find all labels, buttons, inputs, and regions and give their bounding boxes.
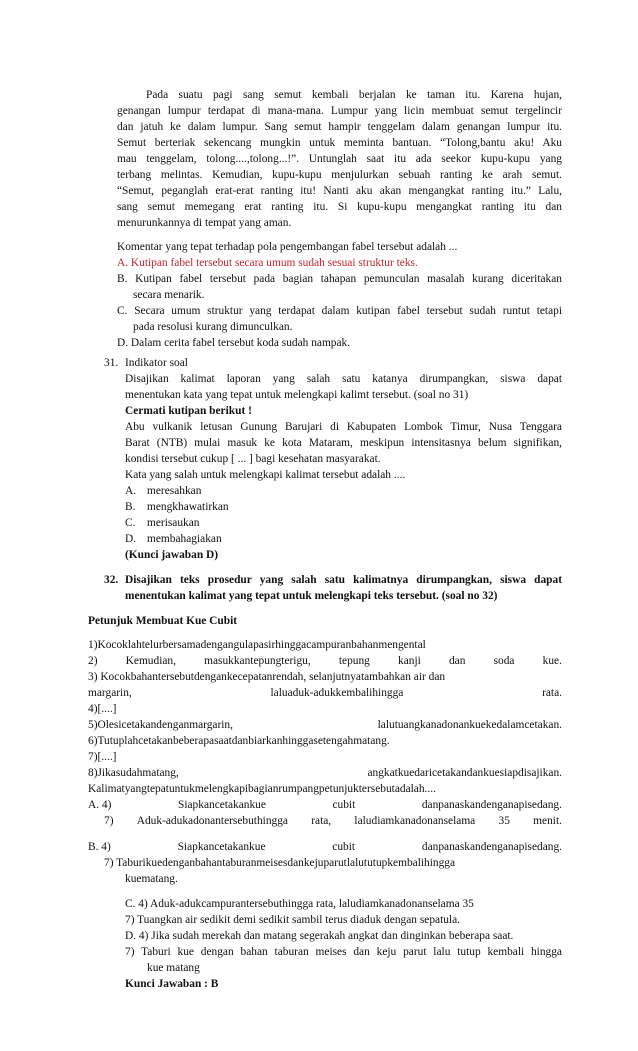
recipe-step — [88, 654, 562, 670]
word: lalutuangkanadonankuekedalamcetakan. — [377, 719, 562, 731]
story-line: mau tenggelam, tolong....,tolong...!”. Untunglah saat itu ada seekor kupu-kupu yang — [117, 153, 562, 165]
option-c-cont: 7) Tuangkan air sedikit demi sedikit sambil terus diaduk dengan sepatula. — [125, 914, 461, 926]
story-line: genangan lumpur terdapat di mana-mana. Lumpur yang licin membuat semut tergelincir — [117, 105, 562, 117]
option-d-cont: 7) Taburi kue dengan bahan taburan meises dan keju parut lalu tutup kembali hingga — [125, 946, 562, 958]
word: Kemudian, — [125, 655, 176, 667]
recipe-step: 3) Kocokbahantersebutdengankecepatanrendah, selanjutnyatambahkan air dan — [88, 671, 446, 683]
word: Siapkancetakankue — [177, 841, 266, 853]
option-letter: B. — [125, 501, 136, 513]
word: cubit — [332, 841, 356, 853]
word: masukkantepungterigu, — [204, 655, 311, 667]
passage-line: Barat (NTB) mulai masuk ke kota Mataram, meskipun intensitasnya belum signifikan, — [125, 437, 562, 449]
recipe-step: 1)Kocoklahtelurbersamadengangulapasirhinggacampuranbahanmengental — [88, 639, 426, 651]
option-a — [88, 798, 562, 814]
question-prompt: Kata yang salah untuk melengkapi kalimat tersebut adalah .... — [125, 469, 406, 481]
option-a-cont — [104, 814, 562, 830]
word: B. 4) — [88, 841, 111, 853]
story-line: terbang melintas. Kemudian, kupu-kupu menjulurkan sebuah ranting ke arah semut. — [117, 169, 562, 181]
option-b-cont: kuematang. — [125, 873, 178, 885]
word: danpanaskandenganapisedang. — [421, 841, 562, 853]
recipe-step — [88, 686, 562, 702]
word: rata. — [542, 687, 562, 699]
word: tepung — [338, 655, 370, 667]
option-a: meresahkan — [147, 485, 202, 497]
word: kue. — [542, 655, 562, 667]
option-letter: D. — [125, 533, 137, 545]
recipe-step — [88, 718, 562, 734]
option-c: merisaukan — [147, 517, 200, 529]
indicator-desc: Disajikan teks prosedur yang salah satu kalimatnya dirumpangkan, siswa dapat — [125, 574, 562, 586]
word: Aduk-adukadonantersebuthingga — [136, 815, 288, 827]
word: laludiamkanadonanselama — [354, 815, 476, 827]
option-d: membahagiakan — [147, 533, 222, 545]
indicator-desc: Disajikan kalimat laporan yang salah satu katanya dirumpangkan, siswa dapat — [125, 373, 562, 385]
instruction: Cermati kutipan berikut ! — [125, 405, 252, 417]
word: 5)Olesicetakandenganmargarin, — [88, 719, 233, 731]
word: 35 — [498, 815, 510, 827]
option-b-cont: 7) Taburikuedenganbahantaburanmeisesdankejuparutlalututupkembalihingga — [104, 857, 456, 869]
word: 8)Jikasudahmatang, — [88, 767, 179, 779]
story-line: Semut berteriak sekencang mungkin untuk meminta bantuan. “Tolong,bantu aku! Aku — [117, 137, 562, 149]
story-line: sang semut memegang erat ranting itu. Si kupu-kupu mengangkat ranting itu dan — [117, 201, 562, 213]
option-d: D. Dalam cerita fabel tersebut koda sudah nampak. — [117, 337, 351, 349]
recipe-question: Kalimatyangtepatuntukmelengkapibagianrumpangpetunjuktersebutadalah.... — [88, 783, 436, 795]
recipe-title: Petunjuk Membuat Kue Cubit — [88, 615, 238, 627]
indicator-label: Indikator soal — [125, 357, 188, 369]
word: Siapkancetakankue — [178, 799, 266, 811]
passage-line: Abu vulkanik letusan Gunung Barujari di Kabupaten Lombok Timur, Nusa Tenggara — [125, 421, 562, 433]
word: menit. — [533, 815, 562, 827]
word: A. 4) — [88, 799, 112, 811]
story-line: dan jatuh ke dalam lumpur. Sang semut hampir tenggelam dalam genangan lumpur itu. — [117, 121, 562, 133]
option-d-cont: kue matang — [147, 962, 200, 974]
word: danpanaskandenganapisedang. — [421, 799, 562, 811]
indicator-desc: menentukan kata yang tepat untuk melengkapi kalimt tersebut. (soal no 31) — [125, 389, 469, 401]
recipe-step: 7)[....] — [88, 751, 117, 763]
recipe-step: 6)Tutuplahcetakanbeberapasaatdanbiarkanhinggasetengahmatang. — [88, 735, 390, 747]
option-b: B. Kutipan fabel tersebut pada bagian tahapan pemunculan masalah kurang diceritakan — [117, 273, 562, 285]
answer-key: Kunci Jawaban : B — [125, 978, 219, 990]
question-number: 31. — [104, 357, 119, 369]
word: kanji — [398, 655, 421, 667]
story-line: “Semut, peganglah erat-erat ranting itu! Nanti aku akan mengangkat ranting itu.” Lalu, — [117, 185, 562, 197]
word: cubit — [332, 799, 356, 811]
option-a-answer: A. Kutipan fabel tersebut secara umum sudah sesuai struktur teks. — [117, 257, 418, 269]
indicator-desc: menentukan kalimat yang tepat untuk melengkapi teks tersebut. (soal no 32) — [125, 590, 498, 602]
option-b: mengkhawatirkan — [147, 501, 229, 513]
word: soda — [493, 655, 515, 667]
word: 2) — [88, 655, 98, 667]
option-d: D. 4) Jika sudah merekah dan matang segerakah angkat dan dinginkan beberapa saat. — [125, 930, 514, 942]
story-line: menurunkannya di tempat yang aman. — [117, 217, 292, 229]
word: laluaduk-adukkembalihingga — [270, 687, 404, 699]
word: angkatkuedaricetakandankuesiapdisajikan. — [367, 767, 562, 779]
option-b-cont: secara menarik. — [133, 289, 205, 301]
option-c: C. 4) Aduk-adukcampurantersebuthingga rata, laludiamkanadonanselama 35 — [125, 898, 474, 910]
question-number: 32. — [104, 574, 119, 586]
option-letter: C. — [125, 517, 136, 529]
recipe-step — [88, 766, 562, 782]
recipe-step: 4)[....] — [88, 703, 117, 715]
option-c-cont: pada resolusi kurang dimunculkan. — [133, 321, 293, 333]
word: rata, — [311, 815, 332, 827]
option-c: C. Secara umum struktur yang terdapat dalam kutipan fabel tersebut sudah runtut tetapi — [117, 305, 562, 317]
answer-key: (Kunci jawaban D) — [125, 549, 219, 561]
question-text: Komentar yang tepat terhadap pola pengembangan fabel tersebut adalah ... — [117, 241, 458, 253]
passage-line: kondisi tersebut cukup [ ... ] bagi kesehatan masyarakat. — [125, 453, 381, 465]
story-line: Pada suatu pagi sang semut kembali berjalan ke taman itu. Karena hujan, — [146, 89, 562, 101]
option-b — [88, 840, 562, 856]
word: margarin, — [88, 687, 132, 699]
option-letter: A. — [125, 485, 137, 497]
word: 7) — [104, 815, 114, 827]
word: dan — [448, 655, 466, 667]
